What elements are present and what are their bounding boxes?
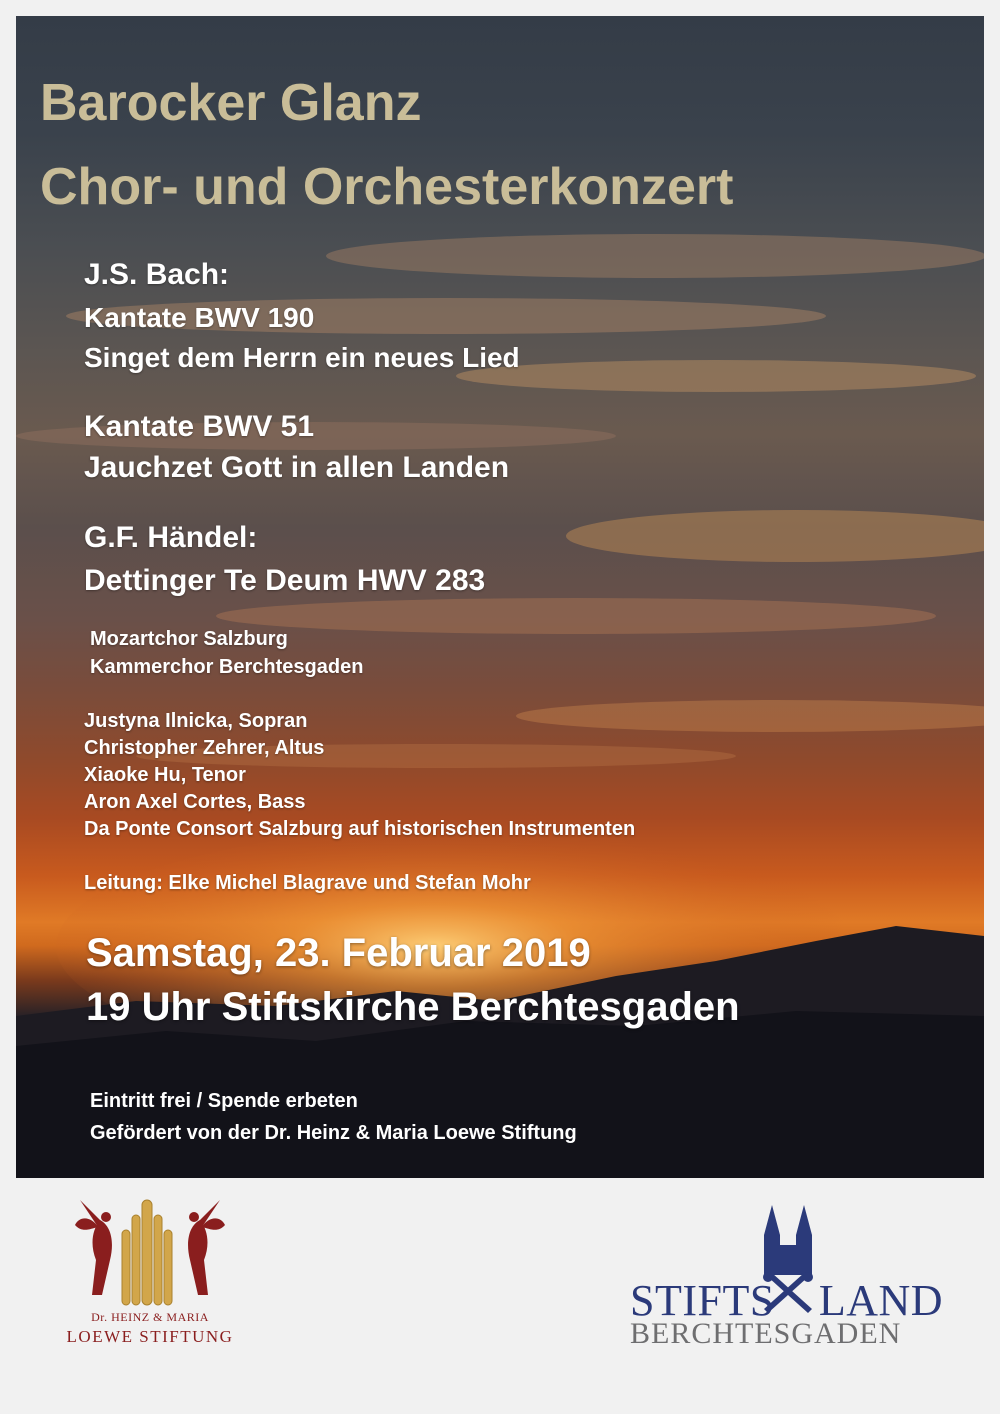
work1-title: Kantate BWV 190	[84, 302, 315, 333]
work2-title: Kantate BWV 51	[84, 410, 315, 443]
performer-item: Aron Axel Cortes, Bass	[84, 791, 306, 813]
choir-item: Kammerchor Berchtesgaden	[90, 656, 364, 678]
admission-note: Eintritt frei / Spende erbeten	[90, 1090, 358, 1112]
performer-item: Christopher Zehrer, Altus	[84, 737, 325, 759]
work1-subtitle: Singet dem Herrn ein neues Lied	[84, 342, 520, 373]
stiftsland-word-right: LAND	[818, 1276, 944, 1325]
work2-subtitle: Jauchzet Gott in allen Landen	[84, 451, 510, 484]
performer-item: Xiaoke Hu, Tenor	[84, 764, 246, 786]
stiftsland-subline: BERCHTESGADEN	[630, 1317, 902, 1350]
stiftsland-word-left: STIFTS	[630, 1276, 775, 1325]
composer-bach: J.S. Bach:	[84, 258, 230, 291]
choir-item: Mozartchor Salzburg	[90, 628, 288, 650]
conductors-line: Leitung: Elke Michel Blagrave und Stefan Mohr	[84, 872, 531, 894]
stiftsland-berchtesgaden-logo	[630, 1205, 960, 1355]
loewe-logo-line2: LOEWE STIFTUNG	[66, 1327, 234, 1346]
poster-title-line1: Barocker Glanz	[40, 74, 422, 132]
loewe-stiftung-logo	[50, 1185, 250, 1365]
performer-item: Da Ponte Consort Salzburg auf historischen Instrumenten	[84, 818, 636, 840]
angels-organ-icon	[70, 1185, 230, 1310]
work3-title: Dettinger Te Deum HWV 283	[84, 564, 486, 597]
sponsor-note: Gefördert von der Dr. Heinz & Maria Loewe Stiftung	[90, 1122, 577, 1144]
composer-haendel: G.F. Händel:	[84, 521, 258, 554]
poster-title-line2: Chor- und Orchesterkonzert	[40, 158, 734, 216]
event-date: Samstag, 23. Februar 2019	[86, 931, 591, 975]
concert-poster	[16, 16, 984, 1178]
loewe-logo-line1: Dr. HEINZ & MARIA	[91, 1310, 209, 1324]
performer-item: Justyna Ilnicka, Sopran	[84, 710, 308, 732]
event-time-place: 19 Uhr Stiftskirche Berchtesgaden	[86, 985, 740, 1029]
